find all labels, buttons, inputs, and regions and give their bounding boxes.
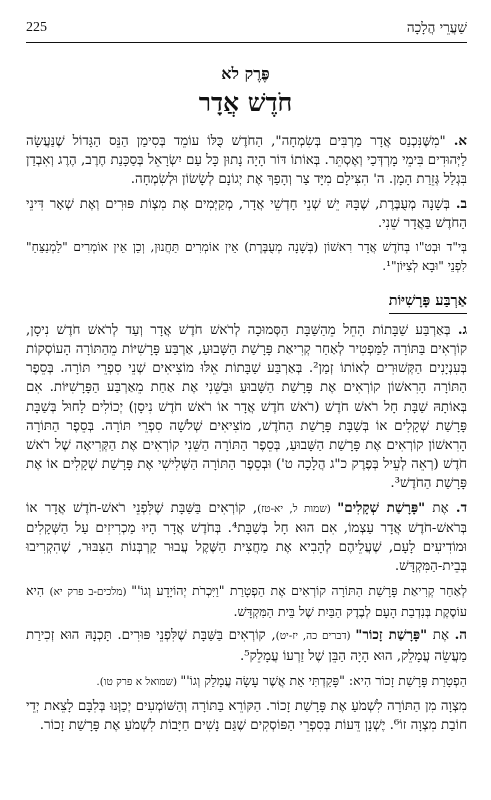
paragraph-text-pre: הַפְטָרַת פָּרָשַׁת זָכוֹר הִיא: "פָּקַדְתִּי אֵת אֲשֶׁר עָשָׂה עֲמָלֵק וְגוֹ'" [180, 672, 467, 688]
paragraph-text: , קוֹרְאִים בַּשַּׁבָּת שֶׁלִּפְנֵי רֹאשׁ-חֹדֶשׁ אֲדָר אוֹ בְּרֹאשׁ-חֹדֶשׁ אֲדָר עַצְמוֹ, אִם הוּא חָל בְּשַׁבָּת⁴. בְּחֹדֶשׁ אֲדָר הָיוּ מַכְרִיזִים עַל הַשְּׁקָלִים וּמוֹדִיעִים לָעָם, שֶׁעֲלֵיהֶם לְהָבִיא אֶת מַחֲצִית הַשֶּׁקֶל עֲבוּר קָרְבְּנוֹת הַצִּבּוּר, שֶׁהִקְרִיבוּ בְּבֵית-הַמִּקְדָּשׁ. [26, 500, 467, 575]
paragraph-2 [26, 195, 467, 233]
paragraph-5 [26, 626, 467, 665]
paragraph-text: הִיא עוֹסֶקֶת בְּנִדְבַת הָעָם לְבֶדֶק הַבַּיִת שֶׁל בֵּית הַמִּקְדָּשׁ. [26, 583, 467, 620]
body-text [26, 132, 467, 740]
source-ref: (מלכים-ב פרק יא) [49, 586, 132, 599]
section-heading-wrap [26, 281, 467, 321]
chapter-title: חֹדֶשׁ אֲדָר [198, 88, 293, 117]
paragraph-text: מִצְוָה מִן הַתּוֹרָה לִשְׁמֹעַ אֶת פָּרָשַׁת זָכוֹר. הַקּוֹרֵא בַּתּוֹרָה וְהַשּׁוֹמְעִים יְכַוְּנוּ בְּלִבָּם לָצֵאת יְדֵי חוֹבַת מִצְוָה זוֹ⁶. יֶשְׁנָן דֵּעוֹת בְּסִפְרֵי הַפּוֹסְקִים שֶׁגַּם נָשִׁים חַיָּבוֹת לִשְׁמֹעַ אֶת פָּרָשַׁת זָכוֹר. [26, 698, 467, 734]
chapter-label: פֶּרֶק לא [221, 64, 270, 83]
page-number: 225 [26, 20, 47, 35]
paragraph-text-pre: לְאַחַר קְרִיאַת פָּרָשַׁת הַתּוֹרָה קוֹרְאִים אֶת הַפְטָרַת "וַיִּכְרֹת יְהוֹיָדָע וְגוֹ'" [131, 583, 467, 599]
source-ref: (שמות ל, יא-טז) [257, 502, 338, 515]
source-ref: (דברים כה, יז-יט) [275, 630, 356, 643]
haftara-note-2 [26, 671, 467, 692]
paragraph-4 [26, 499, 467, 577]
paragraph-text: "מִשֶּׁנִּכְנַס אֲדָר מַרְבִּים בְּשִׂמְחָה", הַחֹדֶשׁ כֻּלּוֹ עוֹמֵד בְּסִימַן הַנֵּס הַגָּדוֹל שֶׁנַּעֲשָׂה לַיְּהוּדִים בִּימֵי מָרְדְּכַי וְאֶסְתֵּר. בְּאוֹתוֹ דּוֹר הָיָה נָתוּן כָּל עַם יִשְׂרָאֵל בְּסַכָּנַת חֶרֶב, הֶרֶג וְאִבְדַן בִּגְלַל גְּזֵרַת הָמָן. ה' הִצִּילָם מִיָּד צַר וְהָפַךְ אֶת יְגוֹנָם לְשָׂשׂוֹן וּלְשִׂמְחָה. [26, 134, 467, 188]
haftara-note-1 [26, 581, 467, 621]
header-rule [26, 42, 467, 43]
paragraph-label: ב. [455, 195, 467, 212]
section-heading: אַרְבַּע פָּרָשִׁיּוֹת [389, 291, 467, 314]
page-header [26, 18, 467, 38]
source-ref: (שמואל א פרק טו). [96, 675, 181, 688]
running-title: שַׁעֲרֵי הֲלָכָה [406, 20, 467, 36]
term-shekalim: "פָּרָשַׁת שְׁקָלִים" [337, 499, 426, 516]
paragraph-label: ג. [457, 321, 467, 338]
paragraph-label: ד. [455, 499, 468, 516]
paragraph-text: , קוֹרְאִים בַּשַּׁבָּת שֶׁלִּפְנֵי פּוּרִים. תָּכְנָהּ הוּא זְכִירַת מַעֲשֵׂה עֲמָלֵק, הוּא הָיָה הַבֵּן שֶׁל זַרְעוֹ עֲמָלֵק⁵. [26, 628, 467, 664]
paragraph-text-pre: אֶת [425, 500, 456, 516]
paragraph-label: ה. [454, 627, 468, 644]
paragraph-text: בְּאַרְבַּע שַׁבָּתוֹת הָחֵל מֵהַשַּׁבָּת הַסְּמוּכָה לְרֹאשׁ חֹדֶשׁ אֲדָר וְעַד לְרֹאשׁ חֹדֶשׁ נִיסָן, קוֹרְאִים בַּתּוֹרָה לַמַּפְטִיר לְאַחַר קְרִיאַת פָּרָשַׁת הַשָּׁבוּעַ, אַרְבַּע פָּרָשִׁיּוֹת מֵהַתּוֹרָה הָעוֹסְקוֹת בְּעִנְיָנִים הַקְּשׁוּרִים לְאוֹתוֹ זְמַן². בְּאַרְבַּע שַׁבָּתוֹת אֵלּוּ מוֹצִיאִים שְׁנֵי סִפְרֵי תּוֹרָה. בְּסֵפֶר הַתּוֹרָה הָרִאשׁוֹן קוֹרְאִים אֶת פָּרָשַׁת הַשָּׁבוּעַ וּבַשֵּׁנִי אֶת אַחַת מֵאַרְבַּע הַפָּרָשִׁיּוֹת. אִם בְּאוֹתָהּ שַׁבָּת חָל רֹאשׁ חֹדֶשׁ (רֹאשׁ חֹדֶשׁ אֲדָר אוֹ רֹאשׁ חֹדֶשׁ נִיסָן) יְכוֹלִים לָחוּל בְּשַׁבָּת פָּרָשַׁת שְׁקָלִים אוֹ בְּשַׁבָּת פָּרָשַׁת הַחֹדֶשׁ, מוֹצִיאִים שְׁלֹשָׁה סִפְרֵי תּוֹרָה. בְּסֵפֶר הַתּוֹרָה הָרִאשׁוֹן קוֹרְאִים אֶת פָּרָשַׁת הַשָּׁבוּעַ, בְּסֵפֶר הַתּוֹרָה הַשֵּׁנִי קוֹרְאִים אֶת הַקְּרִיאָה שֶׁל רֹאשׁ חֹדֶשׁ (רְאֵה לְעֵיל בְּפֶרֶק כ"ג הֲלָכָה ט') וּבְסֵפֶר הַתּוֹרָה הַשְּׁלִישִׁי אֶת פָּרָשַׁת שְׁקָלִים אוֹ אֶת פָּרָשַׁת הַחֹדֶשׁ³. [26, 322, 467, 492]
paragraph-note [26, 238, 467, 276]
paragraph-text: בְּי"ד וּבְט"ו בְּחֹדֶשׁ אֲדָר רִאשׁוֹן (בְּשָׁנָה מְעֻבֶּרֶת) אֵין אוֹמְרִים תַּחֲנוּן, וְכֵן אֵין אוֹמְרִים "לַמְנַצֵּחַ" לִפְנֵי "וּבָא לְצִיּוֹן"¹. [26, 240, 467, 273]
paragraph-text: בְּשָׁנָה מְעֻבֶּרֶת, שֶׁבָּהּ יֵשׁ שְׁנֵי חָדְשֵׁי אֲדָר, מְקַיְּמִים אֶת מִצְוֹת פּוּרִים וְאֶת שְׁאָר דִּינֵי הַחֹדֶשׁ בַּאֲדָר שֵׁנִי. [26, 196, 467, 231]
paragraph-3 [26, 321, 467, 494]
paragraph-6 [26, 697, 467, 735]
paragraph-1 [26, 132, 467, 190]
paragraph-label: א. [453, 133, 467, 149]
paragraph-text-pre: אֶת [427, 628, 455, 644]
term-zachor: "פָּרָשַׁת זָכוֹר" [355, 627, 428, 644]
